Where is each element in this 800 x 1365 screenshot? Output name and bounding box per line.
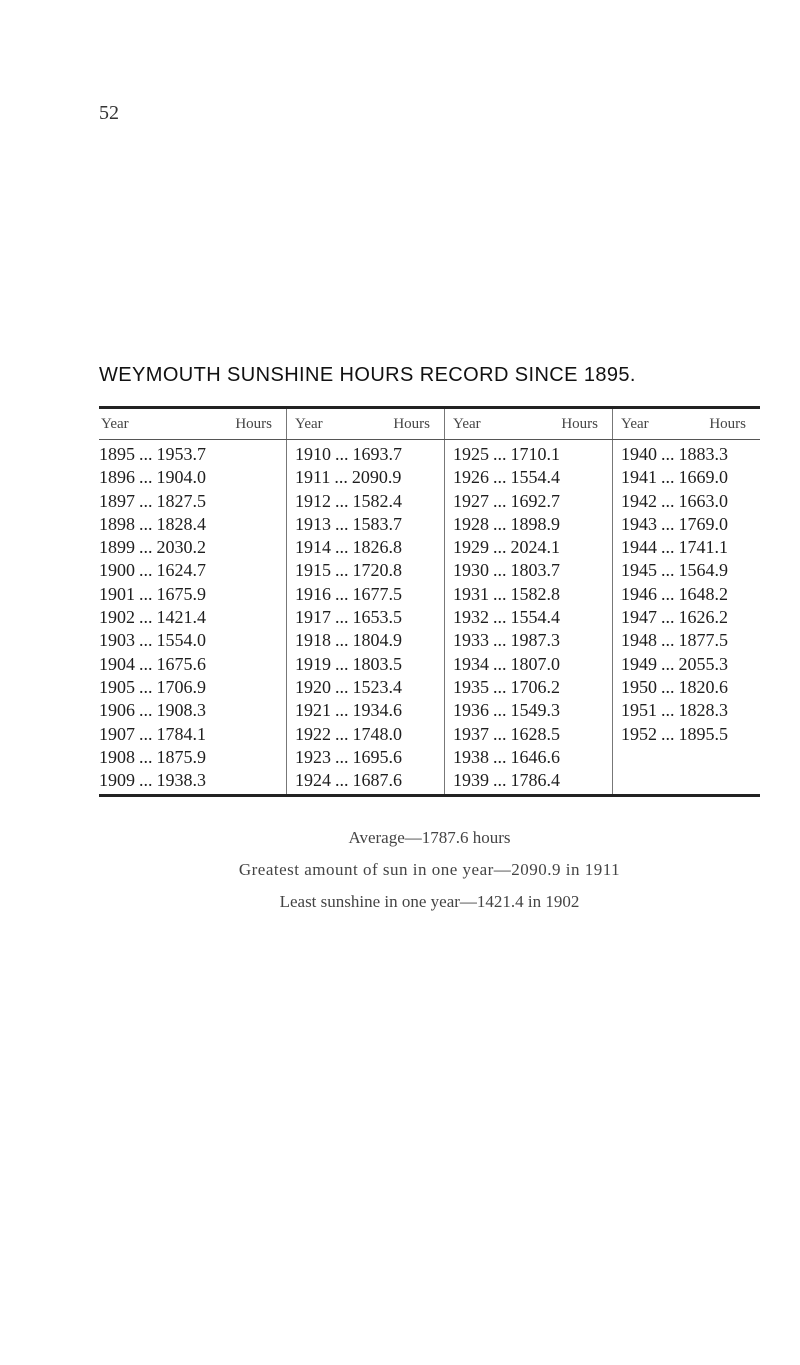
table-row [453,723,612,746]
table-row [621,466,760,489]
hours-cell: 1624.7 [156,560,206,581]
hours-cell: 1875.9 [156,746,206,767]
leader-dots: ... [661,723,675,744]
year-cell: 1939 [453,770,489,791]
year-cell: 1909 [99,770,135,791]
table-row [295,606,444,629]
leader-dots: ... [139,700,153,721]
hours-cell: 2030.2 [156,537,206,558]
hours-cell: 1826.8 [352,537,402,558]
table-row [453,490,612,513]
table-row [453,769,612,792]
year-cell: 1919 [295,653,331,674]
leader-dots: ... [661,560,675,581]
leader-dots: ... [335,490,349,511]
table-row [99,536,286,559]
header-hours: Hours [393,415,430,432]
leader-dots: ... [493,467,507,488]
hours-cell: 1648.2 [678,583,728,604]
year-cell: 1938 [453,746,489,767]
leader-dots: ... [661,537,675,558]
hours-cell: 1934.6 [352,700,402,721]
leader-dots: ... [335,723,349,744]
table-row [295,536,444,559]
hours-cell: 1803.7 [510,560,560,581]
year-cell: 1917 [295,607,331,628]
table-row [99,490,286,513]
header-hours: Hours [709,415,746,432]
year-cell: 1944 [621,537,657,558]
table-row [621,629,760,652]
hours-cell: 1554.4 [510,467,560,488]
year-cell: 1923 [295,746,331,767]
year-cell: 1943 [621,513,657,534]
year-column-3 [445,440,613,794]
year-cell: 1932 [453,607,489,628]
year-cell: 1926 [453,467,489,488]
year-cell: 1951 [621,700,657,721]
year-cell: 1924 [295,770,331,791]
leader-dots: ... [493,723,507,744]
table-row [621,559,760,582]
year-cell: 1896 [99,467,135,488]
hours-cell: 1628.5 [510,723,560,744]
year-cell: 1941 [621,467,657,488]
hours-cell: 1710.1 [510,444,560,464]
table-row [453,676,612,699]
leader-dots: ... [139,537,153,558]
leader-dots: ... [139,607,153,628]
table-row [453,536,612,559]
year-cell: 1931 [453,583,489,604]
year-cell: 1922 [295,723,331,744]
hours-cell: 1695.6 [352,746,402,767]
header-year: Year [101,415,129,432]
leader-dots: ... [661,444,675,464]
year-cell: 1898 [99,513,135,534]
year-cell: 1946 [621,583,657,604]
leader-dots: ... [139,770,153,791]
table-row [99,769,286,792]
table-row [295,629,444,652]
table-row [621,676,760,699]
year-cell: 1918 [295,630,331,651]
hours-cell: 1828.4 [156,513,206,534]
table-row [453,606,612,629]
leader-dots: ... [493,490,507,511]
leader-dots: ... [335,583,349,604]
leader-dots: ... [139,444,153,464]
year-cell: 1928 [453,513,489,534]
leader-dots: ... [493,653,507,674]
leader-dots: ... [661,676,675,697]
table-row [453,653,612,676]
leader-dots: ... [334,467,348,488]
year-cell: 1921 [295,700,331,721]
table-row [99,746,286,769]
year-cell: 1935 [453,676,489,697]
year-cell: 1936 [453,700,489,721]
leader-dots: ... [493,537,507,558]
leader-dots: ... [335,513,349,534]
header-year: Year [621,415,649,432]
year-cell: 1949 [621,653,657,674]
least-note: Least sunshine in one year—1421.4 in 1902 [279,892,580,911]
table-row [295,583,444,606]
leader-dots: ... [139,676,153,697]
year-cell: 1906 [99,700,135,721]
year-cell: 1915 [295,560,331,581]
year-cell: 1897 [99,490,135,511]
year-cell: 1905 [99,676,135,697]
year-cell: 1947 [621,607,657,628]
year-cell: 1925 [453,444,489,464]
year-column-2 [287,440,445,794]
year-cell: 1916 [295,583,331,604]
leader-dots: ... [493,770,507,791]
leader-dots: ... [335,560,349,581]
leader-dots: ... [139,653,153,674]
hours-cell: 1938.3 [156,770,206,791]
leader-dots: ... [139,467,153,488]
year-cell: 1912 [295,490,331,511]
leader-dots: ... [139,723,153,744]
table-row [295,559,444,582]
leader-dots: ... [661,700,675,721]
page-number: 52 [99,102,119,124]
hours-cell: 1895.5 [678,723,728,744]
hours-cell: 1804.9 [352,630,402,651]
hours-cell: 1675.9 [156,583,206,604]
table-row [621,443,760,466]
hours-cell: 1898.9 [510,513,560,534]
hours-cell: 1904.0 [156,467,206,488]
leader-dots: ... [661,653,675,674]
hours-cell: 1669.0 [678,467,728,488]
table-row [99,559,286,582]
leader-dots: ... [335,444,349,464]
hours-cell: 2024.1 [510,537,560,558]
hours-cell: 2055.3 [678,653,728,674]
leader-dots: ... [493,676,507,697]
table-row [295,513,444,536]
table-row [295,676,444,699]
average-note: Average—1787.6 hours [348,828,511,847]
year-cell: 1914 [295,537,331,558]
table-row [621,583,760,606]
leader-dots: ... [661,607,675,628]
page-title: WEYMOUTH SUNSHINE HOURS RECORD SINCE 1895. [99,364,636,386]
leader-dots: ... [661,513,675,534]
table-row [453,583,612,606]
table-row [99,699,286,722]
hours-cell: 1786.4 [510,770,560,791]
header-group-3 [445,409,613,439]
table-row [99,583,286,606]
hours-cell: 1807.0 [510,653,560,674]
hours-cell: 1554.0 [156,630,206,651]
hours-cell: 1583.7 [352,513,402,534]
table-row [621,699,760,722]
table-row [453,746,612,769]
hours-cell: 1582.8 [510,583,560,604]
year-cell: 1903 [99,630,135,651]
hours-cell: 1626.2 [678,607,728,628]
year-cell: 1920 [295,676,331,697]
hours-cell: 1908.3 [156,700,206,721]
header-group-1 [99,409,287,439]
hours-cell: 1692.7 [510,490,560,511]
leader-dots: ... [661,630,675,651]
year-cell: 1950 [621,676,657,697]
table-row [621,723,760,746]
year-column-4 [613,440,760,794]
table-row [621,513,760,536]
table-row [621,490,760,513]
leader-dots: ... [335,653,349,674]
table-row [99,676,286,699]
leader-dots: ... [661,467,675,488]
year-cell: 1927 [453,490,489,511]
leader-dots: ... [493,444,507,464]
year-cell: 1899 [99,537,135,558]
table-row [453,629,612,652]
leader-dots: ... [335,676,349,697]
year-cell: 1911 [295,467,331,488]
table-row [295,723,444,746]
hours-cell: 1784.1 [156,723,206,744]
table-row [99,629,286,652]
leader-dots: ... [139,583,153,604]
table-row [295,699,444,722]
table-row [621,536,760,559]
leader-dots: ... [139,560,153,581]
greatest-note: Greatest amount of sun in one year—2090.9 in 1911 [238,860,621,879]
hours-cell: 1653.5 [352,607,402,628]
year-cell: 1902 [99,607,135,628]
leader-dots: ... [493,607,507,628]
year-cell: 1930 [453,560,489,581]
table-row [453,513,612,536]
leader-dots: ... [139,746,153,767]
header-hours: Hours [235,415,272,432]
hours-cell: 2090.9 [351,467,402,488]
hours-cell: 1803.5 [352,653,402,674]
leader-dots: ... [493,513,507,534]
year-cell: 1942 [621,490,657,511]
table-row [99,653,286,676]
table-row [453,559,612,582]
year-cell: 1940 [621,444,657,464]
year-cell: 1929 [453,537,489,558]
hours-cell: 1687.6 [352,770,402,791]
leader-dots: ... [139,630,153,651]
hours-cell: 1675.6 [156,653,206,674]
hours-cell: 1523.4 [352,676,402,697]
year-cell: 1913 [295,513,331,534]
year-cell: 1934 [453,653,489,674]
hours-cell: 1693.7 [352,444,402,464]
year-cell: 1900 [99,560,135,581]
year-cell: 1895 [99,444,135,464]
table-row [295,746,444,769]
year-cell: 1945 [621,560,657,581]
leader-dots: ... [661,583,675,604]
table-row [295,653,444,676]
hours-cell: 1820.6 [678,676,728,697]
year-cell: 1910 [295,444,331,464]
table-row [295,769,444,792]
year-cell: 1948 [621,630,657,651]
leader-dots: ... [335,537,349,558]
hours-cell: 1828.3 [678,700,728,721]
table-row [453,466,612,489]
hours-cell: 1663.0 [678,490,728,511]
table-row [453,443,612,466]
leader-dots: ... [493,700,507,721]
leader-dots: ... [335,700,349,721]
header-year: Year [295,415,323,432]
leader-dots: ... [335,630,349,651]
hours-cell: 1677.5 [352,583,402,604]
hours-cell: 1554.4 [510,607,560,628]
year-cell: 1907 [99,723,135,744]
table-row [99,466,286,489]
year-cell: 1901 [99,583,135,604]
hours-cell: 1883.3 [678,444,728,464]
year-cell: 1937 [453,723,489,744]
leader-dots: ... [139,490,153,511]
hours-cell: 1748.0 [352,723,402,744]
year-column-1 [99,440,287,794]
header-group-2 [287,409,445,439]
header-group-4 [613,409,760,439]
leader-dots: ... [493,630,507,651]
year-cell: 1908 [99,746,135,767]
leader-dots: ... [493,583,507,604]
leader-dots: ... [335,770,349,791]
hours-cell: 1421.4 [156,607,206,628]
sunshine-table [99,406,760,797]
table-header-row [99,409,760,440]
year-cell: 1933 [453,630,489,651]
hours-cell: 1646.6 [510,746,560,767]
hours-cell: 1953.7 [156,444,206,464]
table-row [99,606,286,629]
hours-cell: 1987.3 [510,630,560,651]
table-row [621,606,760,629]
table-row [295,466,444,489]
table-row [453,699,612,722]
table-row [99,443,286,466]
table-body [99,440,760,794]
hours-cell: 1582.4 [352,490,402,511]
leader-dots: ... [335,607,349,628]
hours-cell: 1877.5 [678,630,728,651]
header-year: Year [453,415,481,432]
hours-cell: 1720.8 [352,560,402,581]
table-row [621,653,760,676]
table-row [295,490,444,513]
leader-dots: ... [493,560,507,581]
hours-cell: 1827.5 [156,490,206,511]
hours-cell: 1769.0 [678,513,728,534]
year-cell: 1904 [99,653,135,674]
table-row [99,723,286,746]
hours-cell: 1564.9 [678,560,728,581]
leader-dots: ... [493,746,507,767]
header-hours: Hours [561,415,598,432]
year-cell: 1952 [621,723,657,744]
leader-dots: ... [661,490,675,511]
hours-cell: 1706.9 [156,676,206,697]
leader-dots: ... [335,746,349,767]
hours-cell: 1549.3 [510,700,560,721]
table-row [295,443,444,466]
table-row [99,513,286,536]
hours-cell: 1741.1 [678,537,728,558]
hours-cell: 1706.2 [510,676,560,697]
leader-dots: ... [139,513,153,534]
